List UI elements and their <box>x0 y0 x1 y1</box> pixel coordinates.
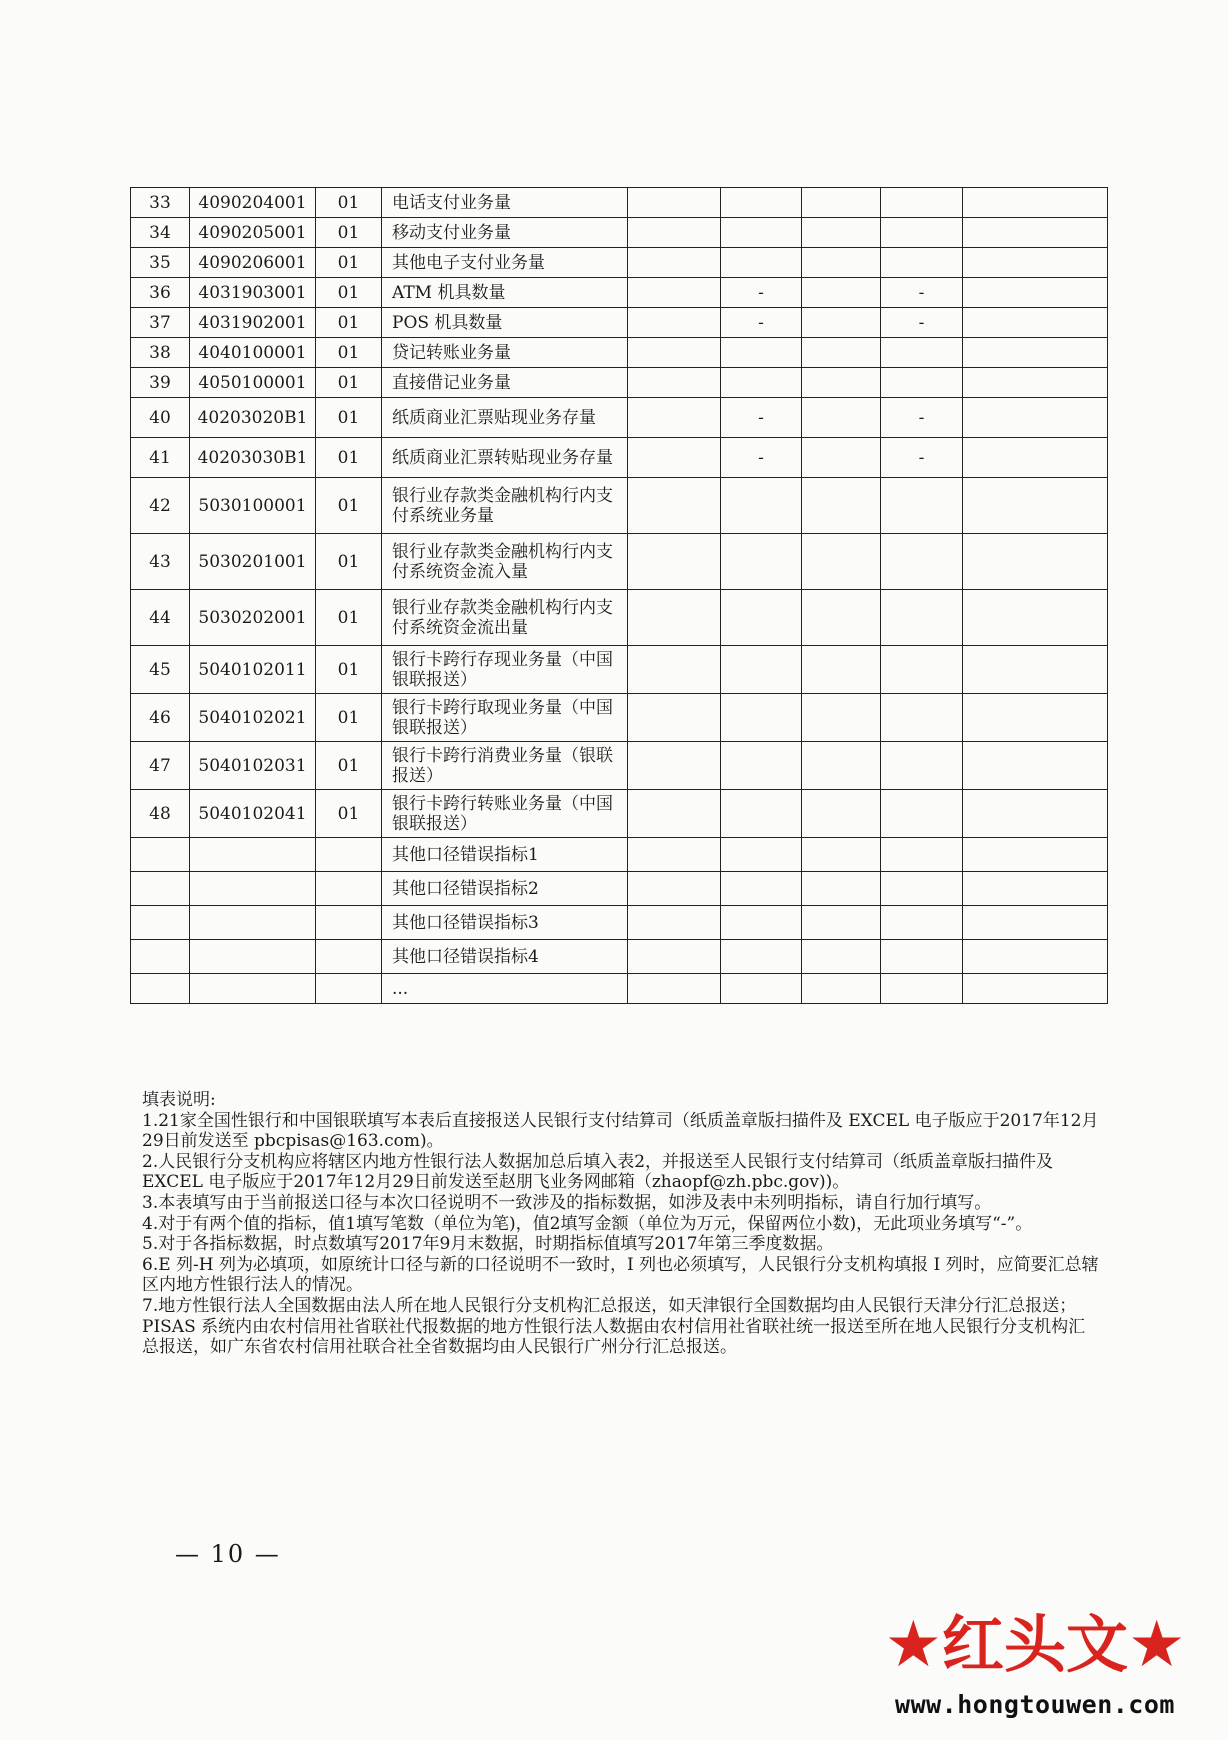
table-cell-c5 <box>628 838 721 872</box>
table-cell-name: 银行卡跨行存现业务量（中国银联报送） <box>382 646 628 694</box>
table-cell-c7 <box>802 646 881 694</box>
table-cell-code: 5030201001 <box>190 534 316 590</box>
table-cell-c7 <box>802 308 881 338</box>
table-cell-c7 <box>802 278 881 308</box>
table-cell-c9 <box>963 838 1108 872</box>
table-cell-c6 <box>721 368 802 398</box>
table-cell-code: 4031902001 <box>190 308 316 338</box>
table-row <box>131 308 1108 338</box>
table-cell-c7 <box>802 872 881 906</box>
table-cell-ver: 01 <box>316 742 382 790</box>
table-cell-ver: 01 <box>316 646 382 694</box>
star-icon: ★ <box>1128 1608 1186 1682</box>
table-cell-ver: 01 <box>316 218 382 248</box>
table-cell-no: 36 <box>131 278 190 308</box>
table-cell-no: 39 <box>131 368 190 398</box>
table-cell-no: 35 <box>131 248 190 278</box>
table-cell-ver: 01 <box>316 308 382 338</box>
table-cell-name: ... <box>382 974 628 1004</box>
table-cell-name: 银行卡跨行取现业务量（中国银联报送） <box>382 694 628 742</box>
table-cell-name: 银行卡跨行转账业务量（中国银联报送） <box>382 790 628 838</box>
table-cell-name: 移动支付业务量 <box>382 218 628 248</box>
table-cell-code: 5040102021 <box>190 694 316 742</box>
table-cell-code: 4031903001 <box>190 278 316 308</box>
table-cell-no <box>131 838 190 872</box>
table-cell-name: 银行卡跨行消费业务量（银联报送） <box>382 742 628 790</box>
table-cell-c9 <box>963 278 1108 308</box>
table-cell-c6 <box>721 940 802 974</box>
table-cell-c9 <box>963 872 1108 906</box>
table-row <box>131 790 1108 838</box>
table-cell-ver: 01 <box>316 534 382 590</box>
table-cell-c8 <box>881 974 963 1004</box>
table-cell-ver: 01 <box>316 368 382 398</box>
table-cell-c7 <box>802 534 881 590</box>
table-row <box>131 742 1108 790</box>
table-cell-c5 <box>628 872 721 906</box>
table-cell-c5 <box>628 974 721 1004</box>
table-cell-c7 <box>802 974 881 1004</box>
table-cell-no: 45 <box>131 646 190 694</box>
table-cell-no: 47 <box>131 742 190 790</box>
table-cell-c7 <box>802 438 881 478</box>
table-row <box>131 278 1108 308</box>
table-cell-code: 40203020B1 <box>190 398 316 438</box>
table-cell-c6 <box>721 248 802 278</box>
table-cell-c6 <box>721 872 802 906</box>
table-cell-c8 <box>881 646 963 694</box>
table-cell-c6 <box>721 742 802 790</box>
table-row <box>131 338 1108 368</box>
table-cell-name: 直接借记业务量 <box>382 368 628 398</box>
table-cell-code: 4050100001 <box>190 368 316 398</box>
table-row <box>131 940 1108 974</box>
table-cell-no <box>131 940 190 974</box>
table-cell-code: 5040102041 <box>190 790 316 838</box>
table-cell-code: 4090206001 <box>190 248 316 278</box>
table-cell-c5 <box>628 398 721 438</box>
watermark-title-text: 红头文 <box>941 1608 1128 1681</box>
table-cell-c5 <box>628 368 721 398</box>
table-cell-c6 <box>721 838 802 872</box>
table-cell-c5 <box>628 188 721 218</box>
table-cell-ver: 01 <box>316 338 382 368</box>
instruction-line: 2.人民银行分支机构应将辖区内地方性银行法人数据加总后填入表2，并报送至人民银行支付结算司（纸质盖章版扫描件及 EXCEL 电子版应于2017年12月29日前发送至赵朋飞业务网邮箱（zhaopf@zh.pbc.gov))。 <box>142 1151 1054 1193</box>
table-cell-c8: - <box>881 278 963 308</box>
table-cell-c5 <box>628 338 721 368</box>
table-cell-name: 其他口径错误指标4 <box>382 940 628 974</box>
table-cell-c9 <box>963 940 1108 974</box>
table-cell-ver: 01 <box>316 438 382 478</box>
page-number: — 10 — <box>175 1540 281 1568</box>
table-cell-code: 4040100001 <box>190 338 316 368</box>
table-cell-c9 <box>963 790 1108 838</box>
table-cell-c5 <box>628 646 721 694</box>
table-row <box>131 188 1108 218</box>
table-cell-code: 4090205001 <box>190 218 316 248</box>
table-cell-c9 <box>963 742 1108 790</box>
table-row <box>131 478 1108 534</box>
table-row <box>131 974 1108 1004</box>
table-row <box>131 872 1108 906</box>
table-cell-c8 <box>881 188 963 218</box>
table-cell-c7 <box>802 590 881 646</box>
table-cell-ver: 01 <box>316 188 382 218</box>
star-icon: ★ <box>884 1608 942 1682</box>
instructions-heading: 填表说明: <box>142 1090 216 1110</box>
table-row <box>131 694 1108 742</box>
table-cell-c9 <box>963 438 1108 478</box>
table-cell-c8 <box>881 534 963 590</box>
table-cell-c9 <box>963 218 1108 248</box>
table-cell-c8 <box>881 742 963 790</box>
table-cell-c7 <box>802 694 881 742</box>
table-cell-c5 <box>628 590 721 646</box>
table-cell-c8 <box>881 694 963 742</box>
table-cell-c7 <box>802 478 881 534</box>
table-cell-name: 其他口径错误指标3 <box>382 906 628 940</box>
table-cell-code: 5040102011 <box>190 646 316 694</box>
table-cell-c6 <box>721 790 802 838</box>
table-cell-c5 <box>628 438 721 478</box>
table-cell-c5 <box>628 478 721 534</box>
table-cell-code: 5030202001 <box>190 590 316 646</box>
table-cell-name: ATM 机具数量 <box>382 278 628 308</box>
table-cell-c8 <box>881 940 963 974</box>
table-cell-c6 <box>721 338 802 368</box>
table-cell-c6 <box>721 974 802 1004</box>
table-cell-c6 <box>721 534 802 590</box>
table-cell-c7 <box>802 906 881 940</box>
table-cell-ver <box>316 974 382 1004</box>
table-cell-no: 44 <box>131 590 190 646</box>
table-cell-c5 <box>628 694 721 742</box>
table-cell-c8 <box>881 590 963 646</box>
table-cell-c9 <box>963 534 1108 590</box>
table-cell-ver: 01 <box>316 694 382 742</box>
table-cell-no: 34 <box>131 218 190 248</box>
table-cell-c8 <box>881 338 963 368</box>
table-cell-c6: - <box>721 308 802 338</box>
table-cell-c7 <box>802 398 881 438</box>
instruction-line: 1.21家全国性银行和中国银联填写本表后直接报送人民银行支付结算司（纸质盖章版扫描件及 EXCEL 电子版应于2017年12月29日前发送至 pbcpisas@163.com)。 <box>142 1110 1099 1152</box>
table-cell-c9 <box>963 646 1108 694</box>
table-cell-code <box>190 940 316 974</box>
watermark-url: www.hongtouwen.com <box>895 1690 1175 1719</box>
table-cell-c9 <box>963 974 1108 1004</box>
table-cell-c8 <box>881 368 963 398</box>
table-cell-ver: 01 <box>316 278 382 308</box>
table-cell-ver: 01 <box>316 398 382 438</box>
table-cell-name: 贷记转账业务量 <box>382 338 628 368</box>
table-cell-no: 33 <box>131 188 190 218</box>
table-cell-ver: 01 <box>316 478 382 534</box>
table-cell-name: 电话支付业务量 <box>382 188 628 218</box>
table-cell-c6 <box>721 478 802 534</box>
table-cell-no: 43 <box>131 534 190 590</box>
table-cell-ver: 01 <box>316 590 382 646</box>
table-cell-code <box>190 872 316 906</box>
table-cell-name: 纸质商业汇票贴现业务存量 <box>382 398 628 438</box>
table-cell-no: 42 <box>131 478 190 534</box>
table-cell-name: 银行业存款类金融机构行内支付系统资金流入量 <box>382 534 628 590</box>
table-cell-no <box>131 872 190 906</box>
fill-instructions <box>142 1090 1102 1358</box>
table-cell-c9 <box>963 478 1108 534</box>
table-row <box>131 248 1108 278</box>
table-cell-ver <box>316 838 382 872</box>
table-cell-name: 其他电子支付业务量 <box>382 248 628 278</box>
table-cell-ver <box>316 872 382 906</box>
table-cell-c8 <box>881 906 963 940</box>
table-cell-c6 <box>721 188 802 218</box>
table-row <box>131 218 1108 248</box>
table-row <box>131 906 1108 940</box>
table-row <box>131 534 1108 590</box>
table-cell-c5 <box>628 278 721 308</box>
table-row <box>131 838 1108 872</box>
table-cell-c8 <box>881 790 963 838</box>
table-cell-c8 <box>881 248 963 278</box>
table-cell-no: 46 <box>131 694 190 742</box>
table-cell-code: 5040102031 <box>190 742 316 790</box>
table-cell-name: POS 机具数量 <box>382 308 628 338</box>
table-cell-no: 37 <box>131 308 190 338</box>
table-row <box>131 368 1108 398</box>
table-cell-c9 <box>963 906 1108 940</box>
table-cell-no <box>131 906 190 940</box>
table-cell-c5 <box>628 940 721 974</box>
table-cell-c8: - <box>881 438 963 478</box>
table-cell-c8 <box>881 872 963 906</box>
table-cell-c7 <box>802 368 881 398</box>
table-cell-c5 <box>628 248 721 278</box>
table-cell-no: 41 <box>131 438 190 478</box>
table-row <box>131 590 1108 646</box>
table-cell-no: 48 <box>131 790 190 838</box>
instruction-line: 4.对于有两个值的指标，值1填写笔数（单位为笔)，值2填写金额（单位为万元，保留两位小数)，无此项业务填写“-”。 <box>142 1213 1033 1234</box>
table-cell-no: 38 <box>131 338 190 368</box>
table-cell-c5 <box>628 308 721 338</box>
table-row <box>131 398 1108 438</box>
table-cell-c8: - <box>881 308 963 338</box>
table-cell-c5 <box>628 790 721 838</box>
table-cell-c7 <box>802 188 881 218</box>
table-cell-name: 银行业存款类金融机构行内支付系统资金流出量 <box>382 590 628 646</box>
table-cell-ver: 01 <box>316 790 382 838</box>
instruction-line: 5.对于各指标数据，时点数填写2017年9月末数据，时期指标值填写2017年第三季度数据。 <box>142 1234 834 1255</box>
table-cell-c9 <box>963 188 1108 218</box>
table-cell-c6 <box>721 906 802 940</box>
table-cell-c8 <box>881 478 963 534</box>
table-cell-no: 40 <box>131 398 190 438</box>
table-cell-no <box>131 974 190 1004</box>
table-cell-c5 <box>628 906 721 940</box>
table-cell-c7 <box>802 940 881 974</box>
table-cell-c8: - <box>881 398 963 438</box>
table-cell-name: 纸质商业汇票转贴现业务存量 <box>382 438 628 478</box>
table-cell-c8 <box>881 838 963 872</box>
table-cell-code: 40203030B1 <box>190 438 316 478</box>
table-cell-c9 <box>963 308 1108 338</box>
table-cell-c6 <box>721 590 802 646</box>
table-body <box>131 188 1108 1004</box>
instruction-line: 3.本表填写由于当前报送口径与本次口径说明不一致涉及的指标数据，如涉及表中未列明指标，请自行加行填写。 <box>142 1192 992 1213</box>
table-cell-name: 其他口径错误指标2 <box>382 872 628 906</box>
indicator-table <box>130 187 1108 1004</box>
table-cell-name: 银行业存款类金融机构行内支付系统业务量 <box>382 478 628 534</box>
table-cell-c6 <box>721 218 802 248</box>
table-row <box>131 646 1108 694</box>
table-cell-c9 <box>963 368 1108 398</box>
table-cell-c9 <box>963 694 1108 742</box>
table-cell-code: 4090204001 <box>190 188 316 218</box>
instruction-line: 6.E 列-H 列为必填项，如原统计口径与新的口径说明不一致时，I 列也必须填写，人民银行分支机构填报 I 列时，应简要汇总辖区内地方性银行法人的情况。 <box>142 1254 1099 1296</box>
table-cell-ver <box>316 906 382 940</box>
table-cell-c6: - <box>721 398 802 438</box>
table-cell-ver <box>316 940 382 974</box>
table-cell-c7 <box>802 338 881 368</box>
instruction-line: 7.地方性银行法人全国数据由法人所在地人民银行分支机构汇总报送，如天津银行全国数据均由人民银行天津分行汇总报送；PISAS 系统内由农村信用社省联社代报数据的地方性银行法人数据由农村信用社省联社统一报送至所在地人民银行分支机构汇总报送，如广东省农村信用社联合社全省数据均由人民银行广州分行汇总报送。 <box>142 1295 1086 1358</box>
table-cell-c6: - <box>721 438 802 478</box>
table-cell-c5 <box>628 742 721 790</box>
table-cell-c5 <box>628 534 721 590</box>
table-cell-code <box>190 974 316 1004</box>
table-cell-c7 <box>802 248 881 278</box>
table-cell-code: 5030100001 <box>190 478 316 534</box>
watermark-title <box>855 1605 1215 1685</box>
table-cell-code <box>190 838 316 872</box>
indicator-table-container <box>130 187 1107 1004</box>
table-cell-c8 <box>881 218 963 248</box>
table-cell-c9 <box>963 338 1108 368</box>
table-cell-c6: - <box>721 278 802 308</box>
table-cell-code <box>190 906 316 940</box>
site-watermark <box>855 1605 1215 1735</box>
table-cell-c9 <box>963 590 1108 646</box>
table-cell-c6 <box>721 646 802 694</box>
table-cell-name: 其他口径错误指标1 <box>382 838 628 872</box>
table-row <box>131 438 1108 478</box>
table-cell-c7 <box>802 742 881 790</box>
table-cell-c7 <box>802 790 881 838</box>
table-cell-c6 <box>721 694 802 742</box>
table-cell-c7 <box>802 838 881 872</box>
table-cell-c9 <box>963 248 1108 278</box>
table-cell-c9 <box>963 398 1108 438</box>
table-cell-c5 <box>628 218 721 248</box>
table-cell-ver: 01 <box>316 248 382 278</box>
table-cell-c7 <box>802 218 881 248</box>
